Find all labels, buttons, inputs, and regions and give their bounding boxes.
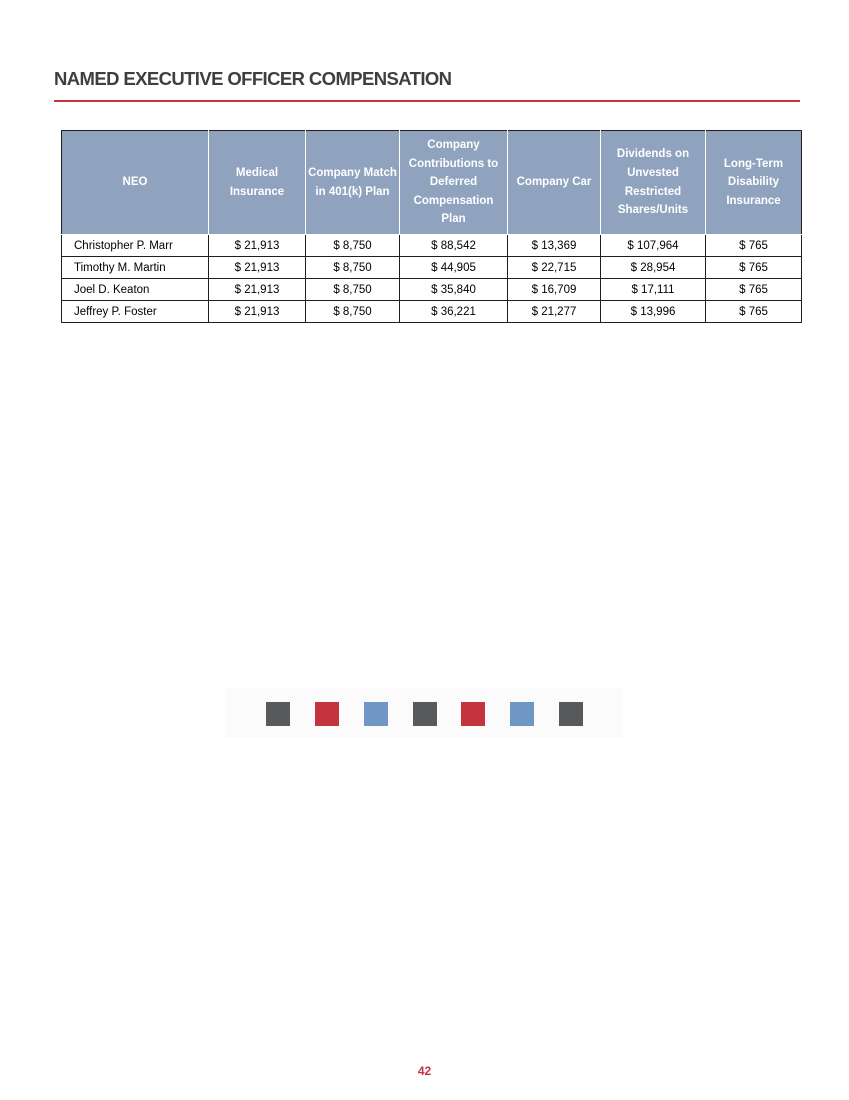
- medical-insurance-cell: $ 21,913: [209, 235, 306, 257]
- company-car-cell: $ 13,369: [508, 235, 601, 257]
- column-header-dividends: Dividends on Unvested Restricted Shares/Units: [601, 131, 706, 235]
- decorative-square: [510, 702, 534, 726]
- company-car-cell: $ 21,277: [508, 301, 601, 323]
- table-header-row: [62, 131, 802, 235]
- table-row: [62, 235, 802, 257]
- deferred-compensation-cell: $ 35,840: [400, 279, 508, 301]
- table-row: [62, 301, 802, 323]
- neo-name-cell: Jeffrey P. Foster: [62, 301, 209, 323]
- column-header-deferred-compensation: Company Contributions to Deferred Compensation Plan: [400, 131, 508, 235]
- decorative-square: [461, 702, 485, 726]
- 401k-match-cell: $ 8,750: [306, 301, 400, 323]
- neo-name-cell: Joel D. Keaton: [62, 279, 209, 301]
- medical-insurance-cell: $ 21,913: [209, 279, 306, 301]
- compensation-table: [61, 130, 802, 323]
- dividends-cell: $ 17,111: [601, 279, 706, 301]
- dividends-cell: $ 13,996: [601, 301, 706, 323]
- column-header-neo: NEO: [62, 131, 209, 235]
- company-car-cell: $ 22,715: [508, 257, 601, 279]
- medical-insurance-cell: $ 21,913: [209, 301, 306, 323]
- deferred-compensation-cell: $ 88,542: [400, 235, 508, 257]
- page-number: 42: [417, 1064, 432, 1078]
- disability-insurance-cell: $ 765: [706, 257, 802, 279]
- table-row: [62, 279, 802, 301]
- decorative-square: [315, 702, 339, 726]
- 401k-match-cell: $ 8,750: [306, 235, 400, 257]
- 401k-match-cell: $ 8,750: [306, 279, 400, 301]
- column-header-disability-insurance: Long-Term Disability Insurance: [706, 131, 802, 235]
- column-header-medical-insurance: Medical Insurance: [209, 131, 306, 235]
- decorative-square: [364, 702, 388, 726]
- title-divider: [54, 100, 800, 102]
- column-header-company-car: Company Car: [508, 131, 601, 235]
- medical-insurance-cell: $ 21,913: [209, 257, 306, 279]
- neo-name-cell: Timothy M. Martin: [62, 257, 209, 279]
- company-car-cell: $ 16,709: [508, 279, 601, 301]
- decorative-square: [413, 702, 437, 726]
- page-title: NAMED EXECUTIVE OFFICER COMPENSATION: [54, 68, 452, 89]
- neo-name-cell: Christopher P. Marr: [62, 235, 209, 257]
- deferred-compensation-cell: $ 36,221: [400, 301, 508, 323]
- disability-insurance-cell: $ 765: [706, 235, 802, 257]
- decorative-square-strip: [226, 688, 622, 738]
- table-row: [62, 257, 802, 279]
- 401k-match-cell: $ 8,750: [306, 257, 400, 279]
- decorative-square: [266, 702, 290, 726]
- dividends-cell: $ 107,964: [601, 235, 706, 257]
- disability-insurance-cell: $ 765: [706, 279, 802, 301]
- column-header-401k-match: Company Match in 401(k) Plan: [306, 131, 400, 235]
- dividends-cell: $ 28,954: [601, 257, 706, 279]
- decorative-square: [559, 702, 583, 726]
- deferred-compensation-cell: $ 44,905: [400, 257, 508, 279]
- disability-insurance-cell: $ 765: [706, 301, 802, 323]
